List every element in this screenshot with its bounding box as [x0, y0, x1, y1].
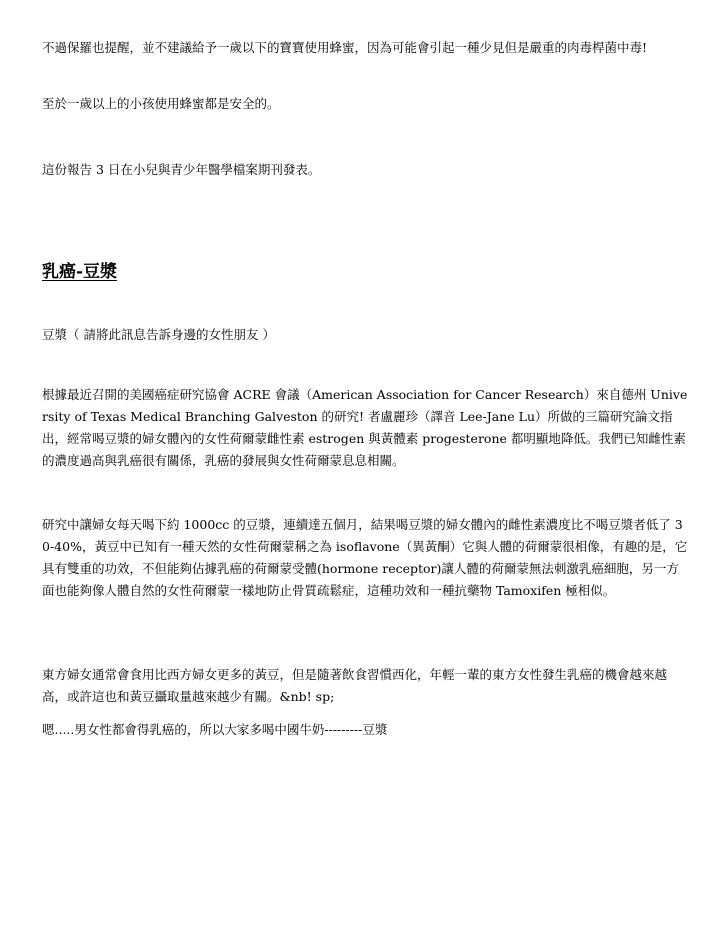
paragraph-eastern-women: 東方婦女通常會食用比西方婦女更多的黃豆，但是隨著飲食習慣西化，年輕一輩的東方女性發生乳癌的機會越來越高，或許這也和黃豆攝取量越來越少有關。&nb! sp; [42, 667, 668, 704]
paragraph-study-details: 研究中讓婦女每天喝下約 1000cc 的豆漿，連續達五個月，結果喝豆漿的婦女體內的雌性素濃度比不喝豆漿者低了 30-40%，黃豆中已知有一種天然的女性荷爾蒙稱之為 isoflavone（異黃酮）它與人體的荷爾蒙很相像，有趣的是，它具有雙重的功效，不但能夠佔據乳癌的荷爾蒙受體(hormone receptor)讓人體的荷爾蒙無法刺激乳癌細胞，另一方面也能夠像人體自然的女性荷爾蒙一樣地防止骨質疏鬆症，這種功效和一種抗藥物 Tamoxifen 極相似。 [42, 517, 688, 598]
paragraph-closing: 嗯.....男女性都會得乳癌的，所以大家多喝中國牛奶---------豆漿 [42, 722, 388, 737]
paragraph-honey-safe: 至於一歲以上的小孩使用蜂蜜都是安全的。 [42, 96, 280, 111]
paragraph-honey-warning: 不過保羅也提醒，並不建議給予一歲以下的寶寶使用蜂蜜，因為可能會引起一種少見但是嚴重的肉毒桿菌中毒! [42, 40, 648, 55]
paragraph-research-findings: 根據最近召開的美國癌症研究協會 ACRE 會議（American Association for Cancer Research）來自德州 University of Texas Medical Branching Galveston 的研究! 者盧麗珍（譯音 Lee-Jane Lu）所做的三篇研究論文指出，經常喝豆漿的婦女體內的女性荷爾蒙雌性素 estrogen 與黃體素 progesterone 都明顯地降低。我們已知雌性素的濃度過高與乳癌很有關係，乳癌的發展與女性荷爾蒙息息相關。 [42, 387, 688, 468]
section-heading: 乳癌-豆漿 [42, 262, 118, 282]
paragraph-report-source: 這份報告 3 日在小兒與青少年醫學檔案期刊發表。 [42, 162, 321, 177]
paragraph-soymilk-intro: 豆漿（ 請將此訊息告訴身邊的女性朋友 ） [42, 327, 275, 342]
